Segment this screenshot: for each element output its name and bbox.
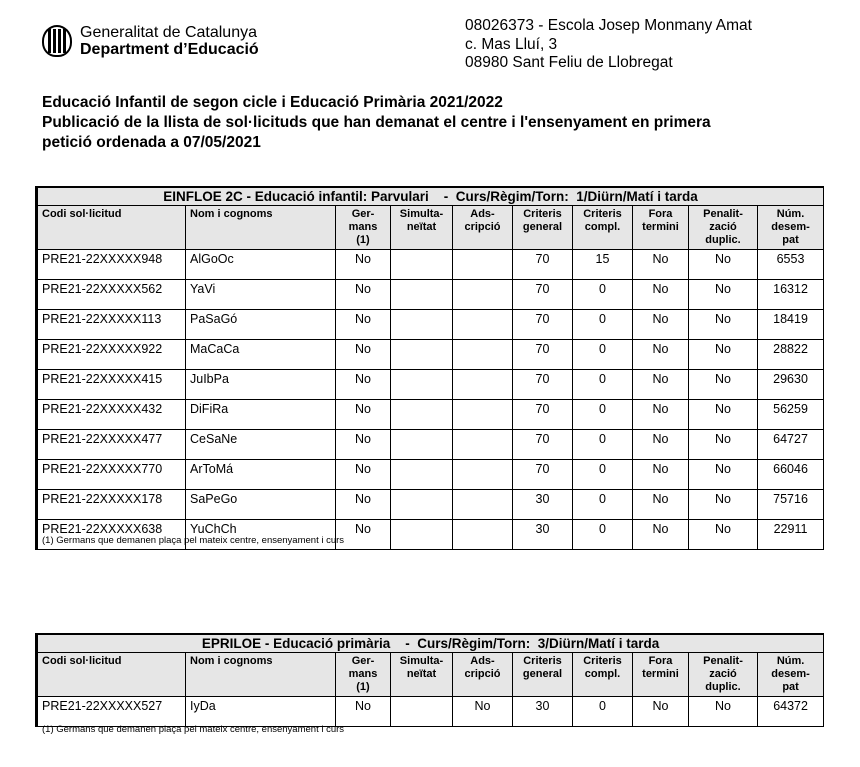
table-cell: 70 [513,370,573,400]
column-header: Ger- mans (1) [336,206,391,250]
table-cell: SaPeGo [186,490,336,520]
table-cell: No [336,490,391,520]
table-cell: No [336,370,391,400]
table-row [37,490,824,520]
table-cell [391,490,453,520]
column-header: Criteris general [513,653,573,697]
table-cell: No [689,520,758,550]
table-cell: No [336,280,391,310]
table-cell: No [633,697,689,727]
table-cell [391,430,453,460]
title-line: Educació Infantil de segon cicle i Educació Primària 2021/2022 [42,94,503,111]
table-cell [391,250,453,280]
table-cell: No [336,400,391,430]
table-cell: No [633,310,689,340]
table-cell: No [336,520,391,550]
table-row [37,400,824,430]
table-cell: 0 [573,430,633,460]
table-cell: No [336,430,391,460]
table-cell: No [689,340,758,370]
table-cell: 70 [513,460,573,490]
table-cell: 0 [573,280,633,310]
table-cell: No [689,430,758,460]
column-header: Fora termini [633,206,689,250]
table-cell [391,400,453,430]
column-header: Penalit- zació duplic. [689,653,758,697]
table-cell [391,697,453,727]
table-cell: PRE21-22XXXXX770 [37,460,186,490]
column-header: Criteris compl. [573,206,633,250]
column-header: Nom i cognoms [186,206,336,250]
column-header: Fora termini [633,653,689,697]
table-cell: YaVi [186,280,336,310]
table-cell: 29630 [758,370,824,400]
table-cell [453,460,513,490]
table-cell [453,490,513,520]
table-cell: No [336,250,391,280]
table-cell: YuChCh [186,520,336,550]
title-line: Publicació de la llista de sol·licituds que han demanat el centre i l'ensenyament en primera [42,114,711,131]
table-cell: MaCaCa [186,340,336,370]
table-cell [453,400,513,430]
table-cell: No [689,310,758,340]
table-cell: No [336,460,391,490]
table-cell: IyDa [186,697,336,727]
table-cell: 70 [513,400,573,430]
column-header: Nom i cognoms [186,653,336,697]
table-cell [453,520,513,550]
footnote: (1) Germans que demanen plaça pel mateix centre, ensenyament i curs [42,535,345,546]
table-cell: 22911 [758,520,824,550]
table-cell: No [689,370,758,400]
org-name: Generalitat de Catalunya [80,24,257,41]
table-cell: 18419 [758,310,824,340]
table-cell: PRE21-22XXXXX178 [37,490,186,520]
table-cell: No [633,490,689,520]
column-header: Núm. desem- pat [758,653,824,697]
table-cell: DiFiRa [186,400,336,430]
table-cell: No [633,280,689,310]
generalitat-seal-icon [42,25,72,57]
table-cell: No [689,490,758,520]
column-header: Simulta- neïtat [391,206,453,250]
school-address [465,17,752,73]
table-cell: PRE21-22XXXXX527 [37,697,186,727]
table-cell: No [633,520,689,550]
table-cell: PRE21-22XXXXX113 [37,310,186,340]
table-cell: CeSaNe [186,430,336,460]
table-row [37,697,824,727]
column-header: Codi sol·licitud [37,206,186,250]
school-line: 08026373 - Escola Josep Monmany Amat [465,17,752,34]
table-cell: 0 [573,520,633,550]
column-header: Ger- mans (1) [336,653,391,697]
table-cell: 0 [573,697,633,727]
table-cell [391,340,453,370]
table-row [37,430,824,460]
table-cell [391,520,453,550]
table-cell: No [336,697,391,727]
column-header: Codi sol·licitud [37,653,186,697]
table-cell: PRE21-22XXXXX948 [37,250,186,280]
table-cell: No [633,370,689,400]
table-cell: 64727 [758,430,824,460]
department-name: Department d’Educació [80,41,259,58]
table-cell: PRE21-22XXXXX432 [37,400,186,430]
applications-table [35,186,824,550]
table-row [37,310,824,340]
table-cell: No [689,460,758,490]
table-cell [391,280,453,310]
table-cell: 56259 [758,400,824,430]
table-cell: No [689,250,758,280]
table-cell: PaSaGó [186,310,336,340]
column-header: Criteris compl. [573,653,633,697]
table-cell: No [633,460,689,490]
table-cell: No [453,697,513,727]
table-cell: 6553 [758,250,824,280]
school-line: 08980 Sant Feliu de Llobregat [465,54,673,71]
generalitat-logo [42,24,259,58]
table-cell: 30 [513,490,573,520]
document-title [42,93,812,153]
table-cell [453,370,513,400]
table-cell: No [689,400,758,430]
table-cell: 70 [513,310,573,340]
column-header: Criteris general [513,206,573,250]
table-cell: 0 [573,460,633,490]
table-cell [391,370,453,400]
table-cell: No [633,430,689,460]
table-cell [453,250,513,280]
table-row [37,460,824,490]
applications-table [35,633,824,727]
column-header: Simulta- neïtat [391,653,453,697]
table-cell: No [633,250,689,280]
table-cell: No [336,340,391,370]
table-cell: 0 [573,340,633,370]
table-cell: No [689,697,758,727]
table-cell: ArToMá [186,460,336,490]
table-cell: 0 [573,310,633,340]
table-cell: JuIbPa [186,370,336,400]
table-cell: AlGoOc [186,250,336,280]
table-title: EPRILOE - Educació primària - Curs/Règim/Torn: 3/Diürn/Matí i tarda [37,634,824,653]
table-cell: 70 [513,250,573,280]
table-row [37,340,824,370]
table-cell: No [336,310,391,340]
table-row [37,370,824,400]
table-cell: No [633,340,689,370]
table-row [37,280,824,310]
table-cell: 70 [513,280,573,310]
title-line: petició ordenada a 07/05/2021 [42,134,261,151]
table-cell: 70 [513,430,573,460]
table-cell: 0 [573,370,633,400]
table-cell: PRE21-22XXXXX415 [37,370,186,400]
table-cell [391,460,453,490]
footnote: (1) Germans que demanen plaça pel mateix centre, ensenyament i curs [42,724,345,735]
table-cell: 30 [513,697,573,727]
table-cell [453,340,513,370]
column-header: Penalit- zació duplic. [689,206,758,250]
table-cell: 16312 [758,280,824,310]
table-title: EINFLOE 2C - Educació infantil: Parvulari - Curs/Règim/Torn: 1/Diürn/Matí i tarda [37,187,824,206]
column-header: Núm. desem- pat [758,206,824,250]
table-cell [391,310,453,340]
table-cell [453,280,513,310]
table-cell [453,310,513,340]
table-cell: 75716 [758,490,824,520]
table-cell: 28822 [758,340,824,370]
table-row [37,250,824,280]
table-cell: PRE21-22XXXXX638 [37,520,186,550]
table-cell: 0 [573,490,633,520]
table-cell: No [633,400,689,430]
table-cell [453,430,513,460]
table-cell: PRE21-22XXXXX562 [37,280,186,310]
table-cell: PRE21-22XXXXX922 [37,340,186,370]
table-cell: PRE21-22XXXXX477 [37,430,186,460]
table-cell: 70 [513,340,573,370]
table-cell: No [689,280,758,310]
column-header: Ads- cripció [453,653,513,697]
table-cell: 0 [573,400,633,430]
table-cell: 15 [573,250,633,280]
column-header: Ads- cripció [453,206,513,250]
table-cell: 30 [513,520,573,550]
table-cell: 64372 [758,697,824,727]
table-cell: 66046 [758,460,824,490]
school-line: c. Mas Lluí, 3 [465,35,558,53]
